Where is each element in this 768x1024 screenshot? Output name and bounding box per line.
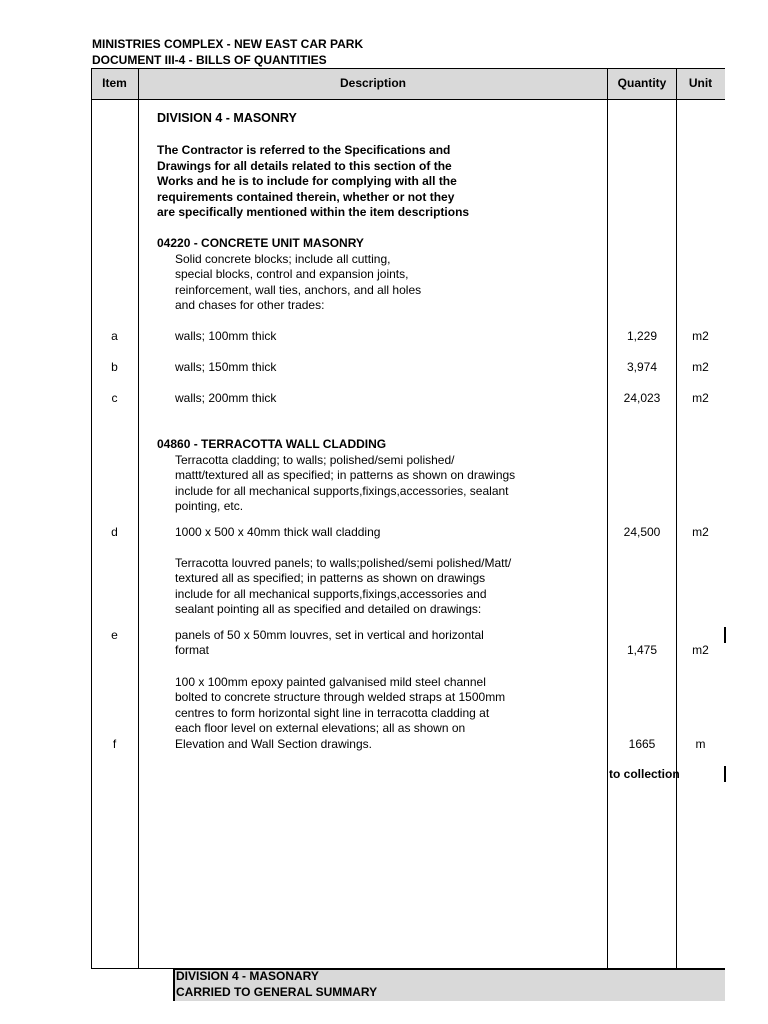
section-desc-line: 100 x 100mm epoxy painted galvanised mild steel channel (175, 675, 486, 689)
footer-carried-label: CARRIED TO GENERAL SUMMARY (176, 985, 378, 999)
item-description: panels of 50 x 50mm louvres, set in vertical and horizontal (175, 628, 484, 642)
column-header-unit: Unit (688, 76, 713, 90)
section-desc-line: each floor level on external elevations; all as shown on (175, 721, 466, 735)
intro-line: Works and he is to include for complying with all the (157, 174, 457, 188)
item-column-divider (138, 68, 139, 969)
column-header-quantity: Quantity (617, 76, 667, 90)
item-letter: a (111, 329, 118, 343)
right-edge-mark-e (724, 627, 726, 643)
item-description: walls; 100mm thick (175, 329, 277, 343)
item-description: format (175, 643, 210, 657)
item-quantity: 3,974 (626, 360, 658, 374)
quantity-column-divider (676, 68, 677, 969)
item-letter: c (111, 391, 118, 405)
item-description: walls; 150mm thick (175, 360, 277, 374)
description-column-divider (607, 68, 608, 969)
item-quantity: 24,023 (623, 391, 661, 405)
item-unit: m2 (692, 525, 709, 539)
footer-division-label: DIVISION 4 - MASONARY (176, 969, 319, 983)
item-letter: f (112, 737, 117, 751)
item-unit: m (695, 737, 706, 751)
item-quantity: 1,229 (626, 329, 658, 343)
section-desc-line: pointing, etc. (175, 499, 244, 513)
section-desc-line: centres to form horizontal sight line in terracotta cladding at (175, 706, 490, 720)
section-desc-line: reinforcement, wall ties, anchors, and all holes (175, 283, 422, 297)
column-header-item: Item (102, 76, 127, 90)
item-quantity: 1665 (628, 737, 656, 751)
header-bottom-border (91, 99, 725, 100)
to-collection-label: to collection (609, 767, 680, 781)
intro-line: Drawings for all details related to this section of the (157, 159, 452, 173)
section-desc-line: Solid concrete blocks; include all cutting, (175, 252, 391, 266)
item-description: walls; 200mm thick (175, 391, 277, 405)
section-desc-line: textured all as specified; in patterns as shown on drawings (175, 571, 486, 585)
item-letter: b (111, 360, 118, 374)
division-title: DIVISION 4 - MASONRY (157, 111, 297, 125)
item-unit: m2 (692, 360, 709, 374)
item-description: 1000 x 500 x 40mm thick wall cladding (175, 525, 381, 539)
section-desc-line: include for all mechanical supports,fixings,accessories, sealant (175, 484, 509, 498)
item-quantity: 1,475 (626, 643, 658, 657)
item-unit: m2 (692, 391, 709, 405)
item-description: Elevation and Wall Section drawings. (175, 737, 372, 751)
item-letter: d (111, 525, 118, 539)
section-desc-line: special blocks, control and expansion joints, (175, 267, 409, 281)
footer-left-border (173, 968, 175, 1001)
section-desc-line: sealant pointing all as specified and detailed on drawings: (175, 602, 482, 616)
section-title-concrete: 04220 - CONCRETE UNIT MASONRY (157, 236, 364, 250)
section-title-terracotta: 04860 - TERRACOTTA WALL CLADDING (157, 437, 387, 451)
project-title: MINISTRIES COMPLEX - NEW EAST CAR PARK (92, 37, 364, 51)
section-desc-line: mattt/textured all as specified; in patterns as shown on drawings (175, 468, 516, 482)
item-unit: m2 (692, 643, 709, 657)
right-edge-mark-collection (724, 766, 726, 782)
table-left-border (91, 68, 92, 969)
column-header-description: Description (339, 76, 406, 90)
section-desc-line: and chases for other trades: (175, 298, 325, 312)
item-letter: e (111, 628, 118, 642)
item-quantity: 24,500 (623, 525, 661, 539)
section-desc-line: Terracotta cladding; to walls; polished/semi polished/ (175, 453, 455, 467)
section-desc-line: bolted to concrete structure through welded straps at 1500mm (175, 690, 506, 704)
intro-line: The Contractor is referred to the Specifications and (157, 143, 451, 157)
item-unit: m2 (692, 329, 709, 343)
intro-line: are specifically mentioned within the item descriptions (157, 205, 470, 219)
section-desc-line: include for all mechanical supports,fixings,accessories and (175, 587, 487, 601)
document-title: DOCUMENT III-4 - BILLS OF QUANTITIES (92, 53, 327, 67)
section-desc-line: Terracotta louvred panels; to walls;polished/semi polished/Matt/ (175, 556, 512, 570)
intro-line: requirements contained therein, whether or not they (157, 190, 455, 204)
